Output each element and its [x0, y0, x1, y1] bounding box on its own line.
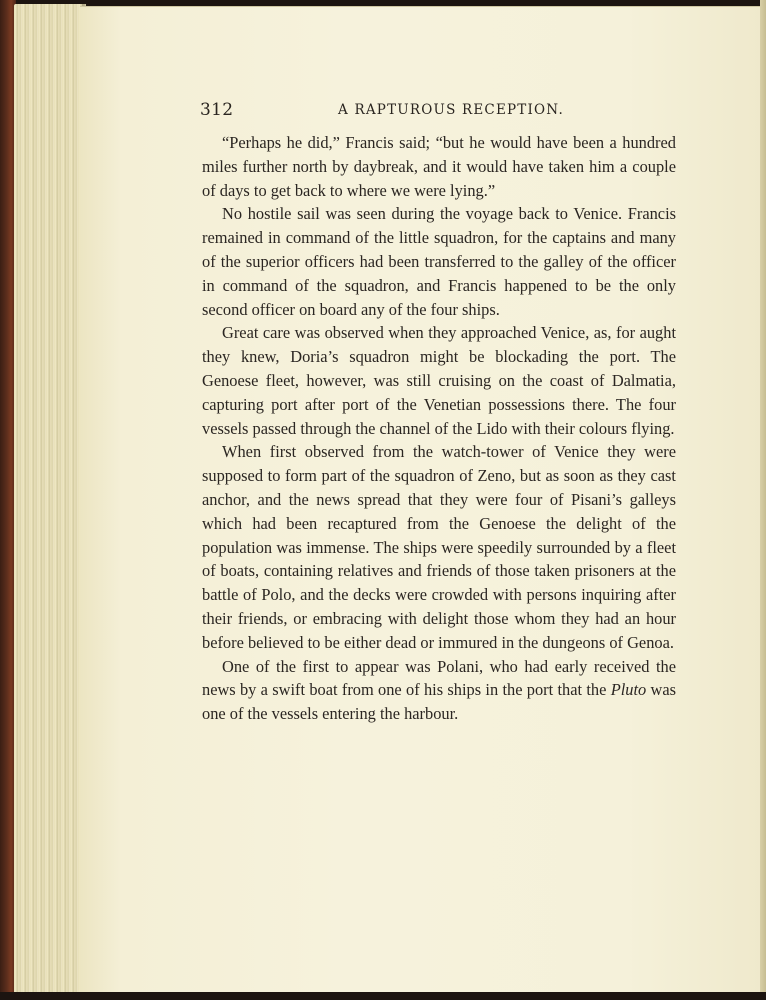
- ship-name: Pluto: [610, 680, 647, 700]
- paragraph: When first observed from the watch-tower of Venice they were supposed to form part of the squadron of Zeno, but as soon as they cast anchor, and the news spread that they were four of Pisani’s galleys which had been recaptured from the Genoese the delight of the population was immense. The ships were speedily surrounded by a fleet of boats, containing relatives and friends of those taken prisoners at the battle of Polo, and the decks were crowded with persons inquiring after their friends, or embracing with delight those whom they had an hour before believed to be either dead or immured in the dungeons of Genoa.: [202, 442, 676, 652]
- next-page-edge: [760, 0, 766, 1000]
- paragraph: “Perhaps he did,” Francis said; “but he would have been a hundred miles further north by daybreak, and it would have taken him a couple of days to get back to where we were lying.”: [202, 133, 676, 200]
- running-head: A RAPTUROUS RECEPTION.: [338, 102, 564, 118]
- paragraph-text: One of the first to appear was Polani, who had early received the news by a swift boat from one of his ships in the port that the: [202, 656, 676, 700]
- scan-bottom-edge: [0, 992, 766, 1000]
- page-edges: [14, 4, 86, 994]
- paragraph: [202, 655, 676, 726]
- page-number: 312: [200, 100, 234, 120]
- body-text: [202, 131, 676, 726]
- paragraph: No hostile sail was seen during the voyage back to Venice. Francis remained in command of the little squadron, for the captains and many of the superior officers had been transferred to the galley of the officer in command of the squadron, and Francis happened to be the only second officer on board any of the four ships.: [202, 204, 676, 319]
- paragraph-text: was one of the vessels entering the harbour.: [202, 680, 676, 724]
- page-header: [200, 100, 678, 124]
- paragraph: Great care was observed when they approached Venice, as, for aught they knew, Doria’s squadron might be blockading the port. The Genoese fleet, however, was still cruising on the coast of Dalmatia, capturing port after port of the Venetian possessions there. The four vessels passed through the channel of the Lido with their colours flying.: [202, 323, 676, 438]
